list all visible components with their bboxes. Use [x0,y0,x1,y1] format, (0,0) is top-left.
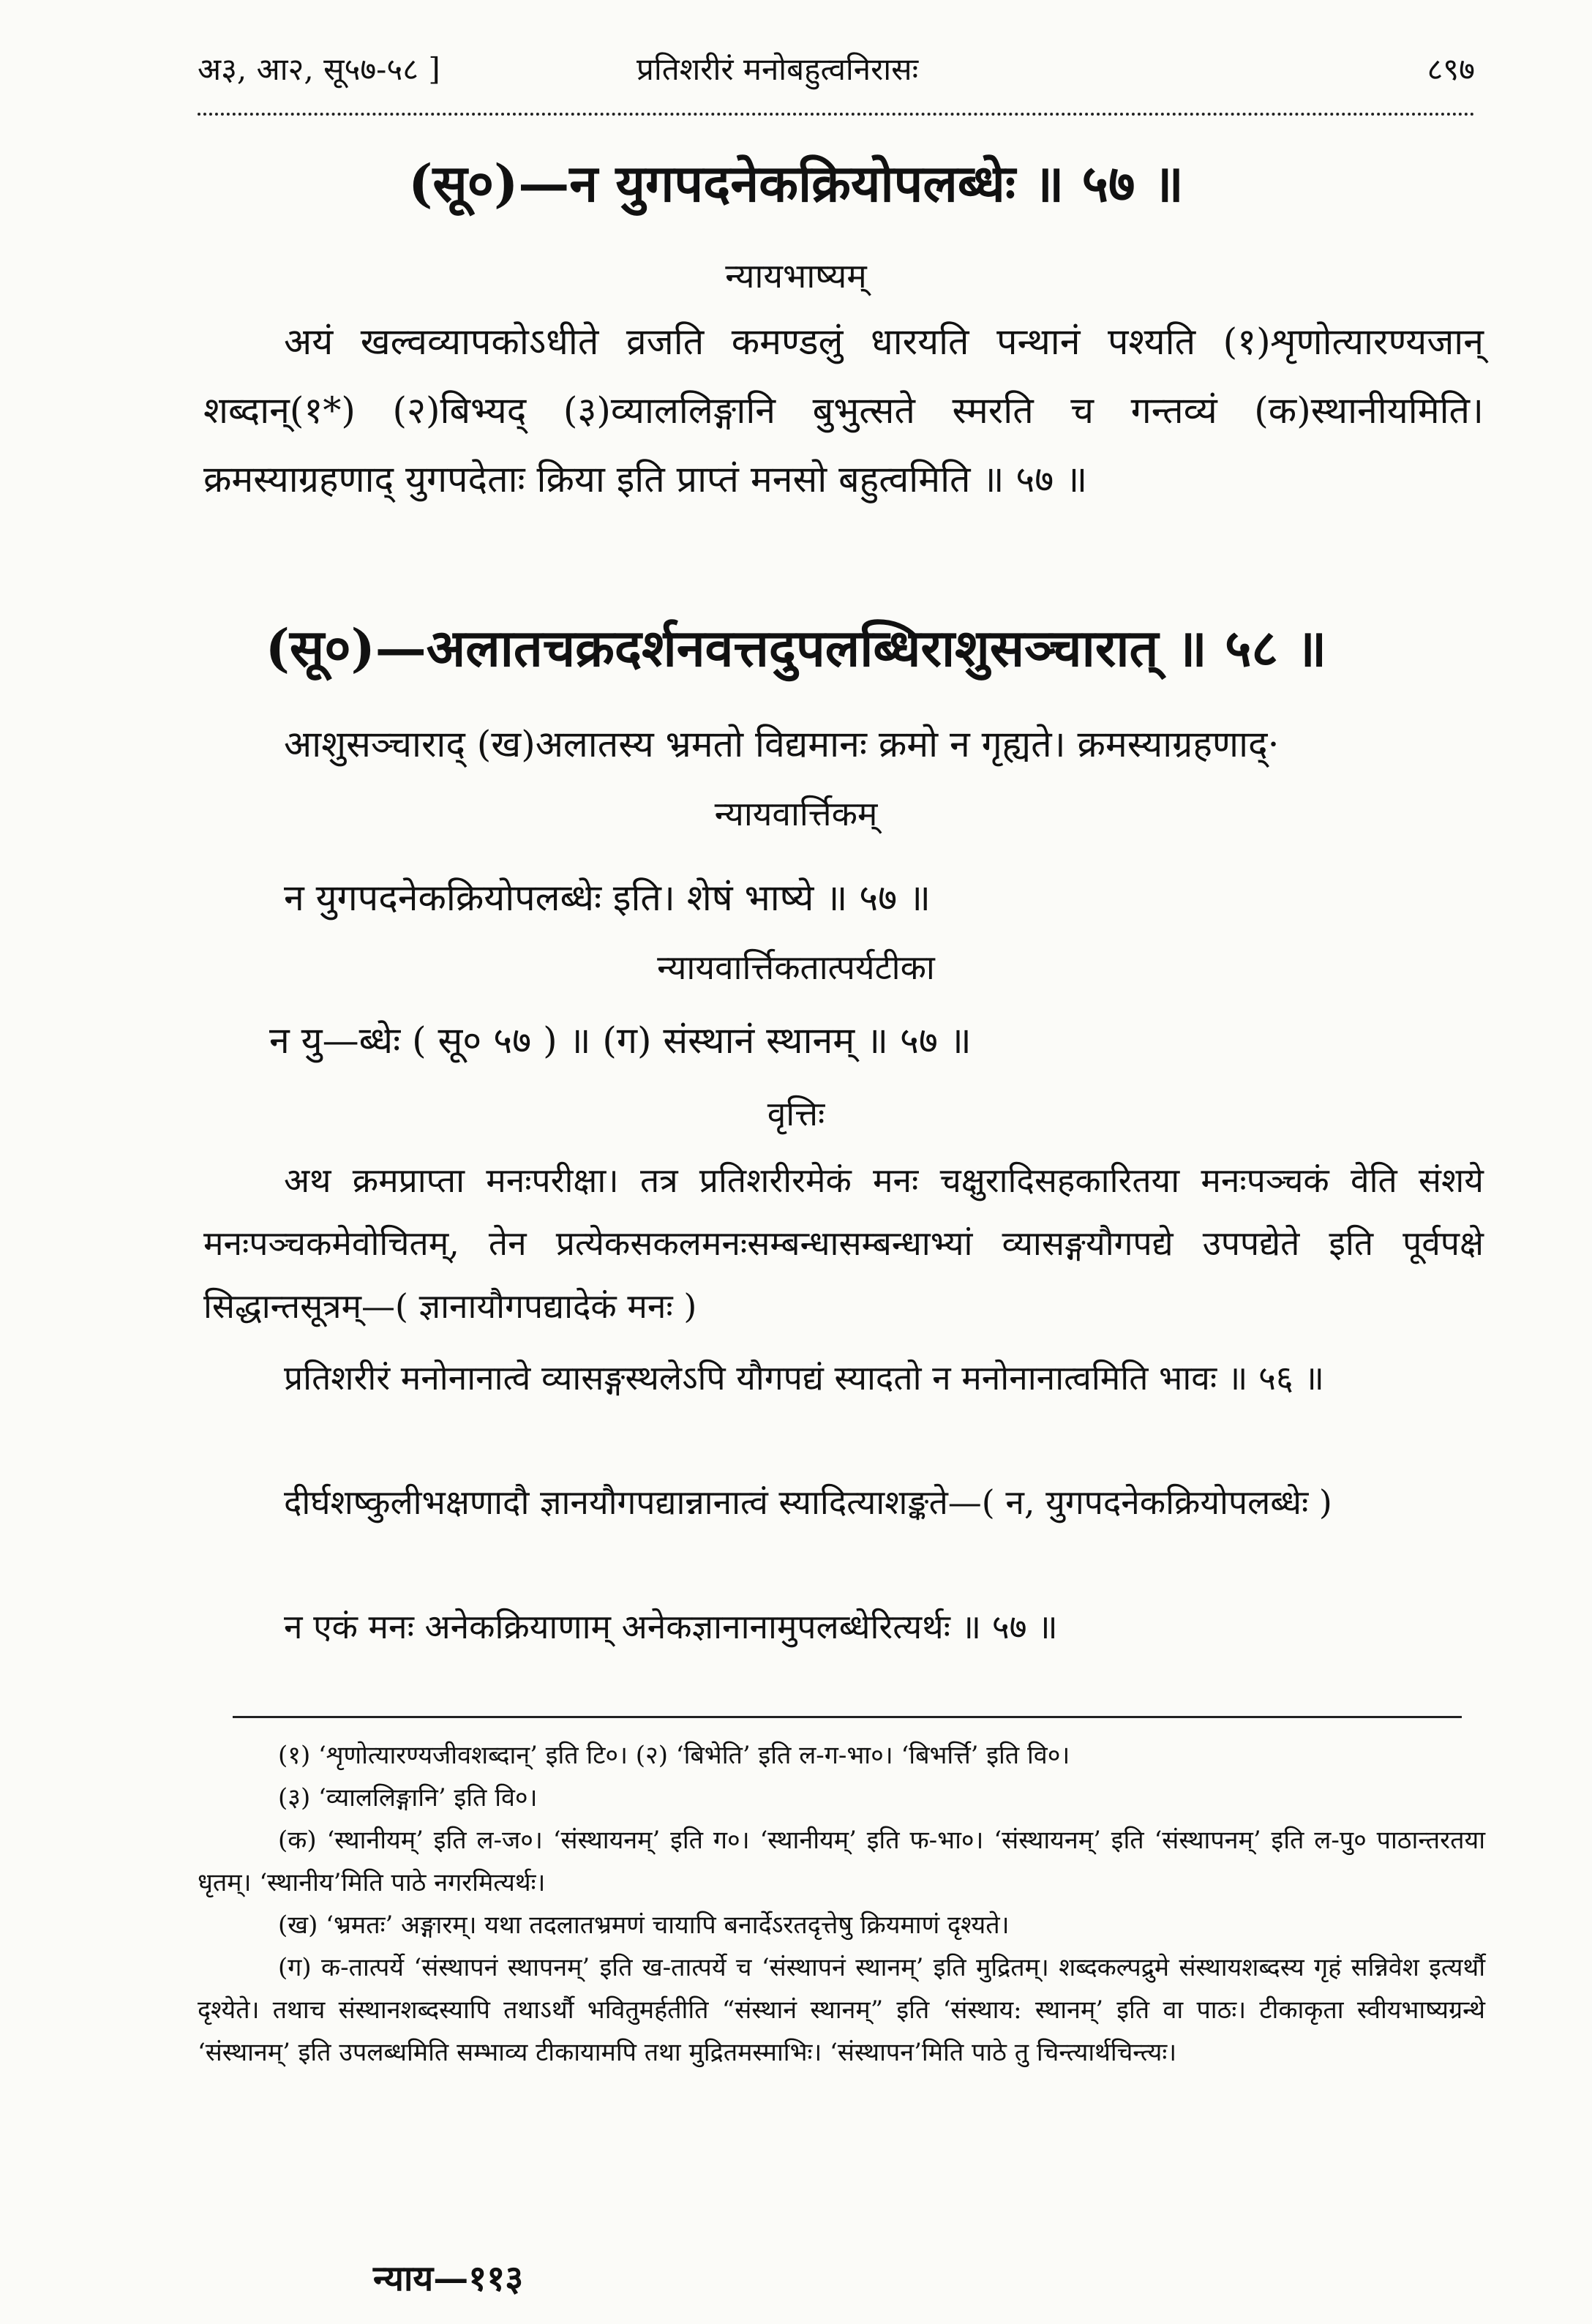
sutra-58-bhashya: आशुसञ्चाराद् (ख)अलातस्य भ्रमतो विद्यमानः क्रमो न गृह्यते। क्रमस्याग्रहणाद्· [284,723,1280,765]
header-rule [198,102,1475,116]
vartika-text: न युगपदनेकक्रियोपलब्धेः इति। शेषं भाष्ये ॥ ५७ ॥ [284,877,931,919]
footnote-ga: (ग) क-तात्पर्ये ‘संस्थापनं स्थापनम्’ इति ख-तात्पर्ये च ‘संस्थापनं स्थानम्’ इति मुद्रितम्। शब्दकल्पद्रुमे संस्थायशब्दस्य गृहं सन्निवेश इत्यर्थौ दृश्येते। तथाच संस्थानशब्दस्यापि तथाऽर्थौ भवितुमर्हतीति “संस्थानं स्थानम्” इति ‘संस्थाय: स्थानम्’ इति वा पाठः। टीकाकृता स्वीयभाष्यग्रन्थे ‘संस्थानम्’ इति उपलब्धमिति सम्भाव्य टीकायामपि तथा मुद्रितमस्माभिः। ‘संस्थापन’मिति पाठे तु चिन्त्यार्थचिन्त्यः। [198,1953,1485,2067]
vritti-paragraph-1: अथ क्रमप्राप्ता मनःपरीक्षा। तत्र प्रतिशरीरमेकं मनः चक्षुरादिसहकारितया मनःपञ्चकं वेति संशये मनःपञ्चकमेवोचितम्, तेन प्रत्येकसकलमनःसम्बन्धासम्बन्धाभ्यां व्यासङ्गयौगपद्ये उपपद्येते इति पूर्वपक्षे सिद्धान्तसूत्रम्—( ज्ञानायौगपद्यादेकं मनः ) [203,1161,1484,1326]
signature-mark: न्याय—११३ [373,2258,524,2299]
footnote-kha: (ख) ‘भ्रमतः’ अङ्गारम्। यथा तदलातभ्रमणं चायापि बनार्देऽरतदृत्तेषु क्रियमाणं दृश्यते। [278,1911,1010,1940]
tika-heading: न्यायवार्त्तिकतात्पर्यटीका [657,948,935,987]
vritti-paragraph-4: न एकं मनः अनेकक्रियाणाम् अनेकज्ञानानामुपलब्धेरित्यर्थः ॥ ५७ ॥ [284,1607,1058,1646]
vritti-heading: वृत्तिः [767,1094,825,1133]
footnotes [198,1734,1485,2074]
sutra-58: (सू०)—अलातचक्रदर्शनवत्तदुपलब्धिराशुसञ्चारात् ॥ ५८ ॥ [265,618,1327,678]
bhashya-text: अयं खल्वव्यापकोऽधीते व्रजति कमण्डलुं धारयति पन्थानं पश्यति (१)शृणोत्यारण्यजान् शब्दान्(१*) (२)बिभ्यद् (३)व्याललिङ्गानि बुभुत्सते स्मरति च गन्तव्यं (क)स्थानीयमिति। क्रमस्याग्रहणाद् युगपदेताः क्रिया इति प्राप्तं मनसो बहुत्वमिति ॥ ५७ ॥ [203,321,1484,501]
header-title: प्रतिशरीरं मनोबहुत्वनिरासः [637,51,919,87]
bhashya-heading: न्यायभाष्यम् [725,256,867,296]
header-sutra-range: अ३, आ२, सू५७-५८ ] [198,51,440,87]
footnote-ka: (क) ‘स्थानीयम्’ इति ल-ज०। ‘संस्थायनम्’ इति ग०। ‘स्थानीयम्’ इति फ-भा०। ‘संस्थायनम्’ इति ‘संस्थापनम्’ इति ल-पु० पाठान्तरतया धृतम्। ‘स्थानीय’मिति पाठे नगरमित्यर्थः। [198,1826,1485,1897]
vartika-heading: न्यायवार्त्तिकम् [714,794,878,833]
tika-text: न यु—ब्धेः ( सू० ५७ ) ॥ (ग) संस्थानं स्थानम् ॥ ५७ ॥ [269,1019,972,1062]
footnote-3: (३) ‘व्याललिङ्गानि’ इति वि०। [278,1783,538,1813]
vritti-paragraph-2: प्रतिशरीरं मनोनानात्वे व्यासङ्गस्थलेऽपि यौगपद्यं स्यादतो न मनोनानात्वमिति भावः ॥ ५६ ॥ [284,1358,1324,1398]
footnote-separator [233,1716,1462,1718]
running-header [198,40,1475,99]
page-number: ८९७ [1427,51,1475,87]
sutra-57: (सू०)—न युगपदनेकक्रियोपलब्धेः ॥ ५७ ॥ [408,153,1184,214]
footnote-1-2: (१) ‘शृणोत्यारण्यजीवशब्दान्’ इति टि०। (२) ‘बिभेति’ इति ल-ग-भा०। ‘बिभर्त्ति’ इति वि०। [278,1741,1070,1770]
vritti-paragraph-3: दीर्घशष्कुलीभक्षणादौ ज्ञानयौगपद्यान्नानात्वं स्यादित्याशङ्कते—( न, युगपदनेकक्रियोपलब्धेः ) [284,1483,1332,1522]
